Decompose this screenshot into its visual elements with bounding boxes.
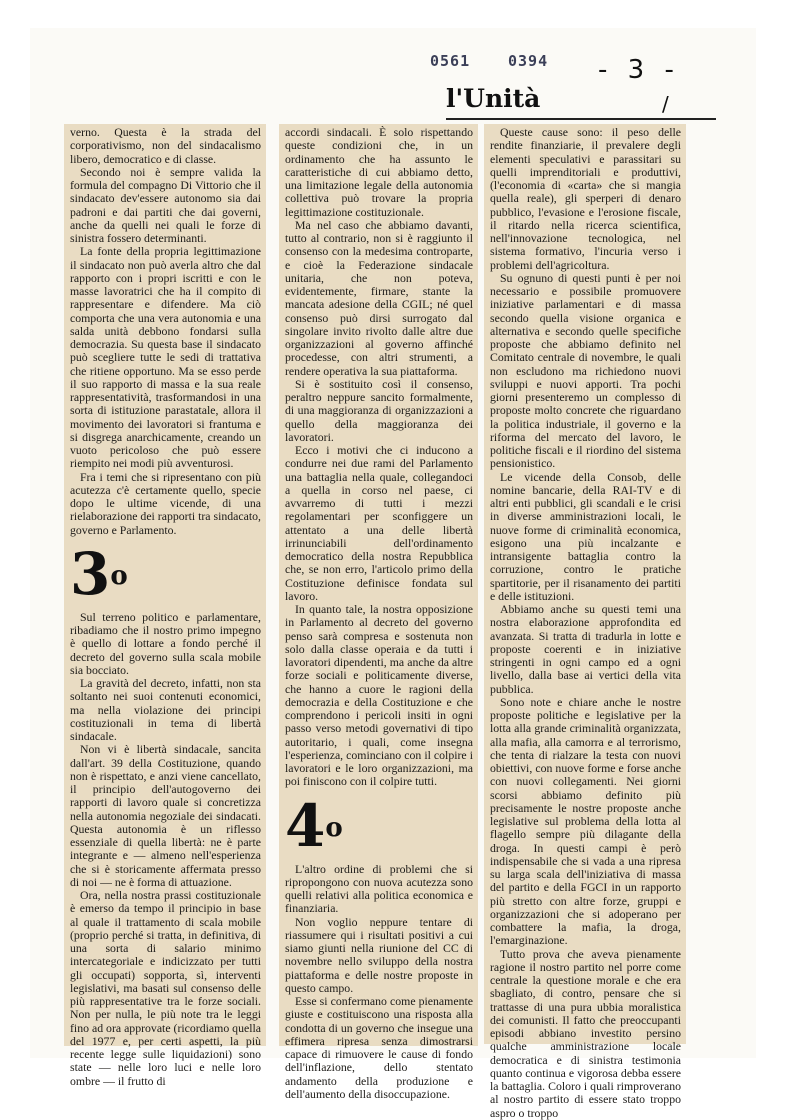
section-number-suffix: o [325,812,343,843]
archive-code-2: 0394 [508,52,549,70]
paragraph: Fra i temi che si ripresentano con più acutezza c'è certamente quello, specie dopo le ultime vicende, di una rielaborazione dei rapporti tra sindacato, governo e Parlamento. [70,469,261,537]
paragraph: Le vicende della Consob, delle nomine bancarie, della RAI-TV e di altri enti pubblici, gli scandali e le crisi in diverse amministrazioni locali, le nuove forme di criminalità economica, esigono una più incalzante e intransigente battaglia contro la corruzione, contro le pratiche spartitorie, per il risanamento dei partiti e delle istituzioni. [490,469,681,603]
masthead-rule [446,118,716,120]
archive-code-1: 0561 [430,52,471,70]
section-heading-4 [285,789,473,863]
newspaper-masthead: l'Unità [446,84,541,113]
paragraph: Tutto prova che aveva pienamente ragione il nostro partito nel porre come centrale la questione morale e che era sbagliato, di contro, pensare che si trattasse di una pura ubbia moralistica dei comunisti. Il fatto che preoccupanti episodi abbiano investito persino qualche amministrazione locale democratica e di sinistra testimonia quanto continua e vigorosa debba essere la battaglia. Coloro i quali rimproverano al nostro partito di essere stato troppo aspro o troppo [490,946,681,1120]
paragraph: Ma nel caso che abbiamo davanti, tutto al contrario, non si è raggiunto il consenso con la medesima controparte, e cioè la Federazione sindacale unitaria, che non poteva, evidentemente, firmare, stante la mancata adesione della CGIL; né quel consenso può dirsi surrogato dal singolare invito rivolto dalle altre due organizzazioni al governo affinché procedesse, con altri strumenti, a rendere operativa la sua piattaforma. [285,217,473,378]
paragraph: Non vi è libertà sindacale, sancita dall'art. 39 della Costituzione, quando non è rispettato, e anzi viene cancellato, il principio dell'autogoverno dei rapporti di lavoro quale si concretizza nella autonomia negoziale dei sindacati. Questa autonomia è un riflesso essenziale di quella libertà: ne è parte integrante e — almeno nell'esperienza che si è storicamente affermata presso di noi — ne è forma di attuazione. [70,742,261,889]
section-number-digit: 3 [70,539,111,608]
handwritten-page-number: - 3 - [598,55,680,85]
paragraph: In quanto tale, la nostra opposizione in Parlamento al decreto del governo penso sarà compresa e sostenuta non solo dalla classe operaia e da tutti i lavoratori dipendenti, ma anche da altre forze sociali e politicamente diverse, che hanno a cuore le ragioni della democrazia e della Costituzione e che comprendono i pericoli insiti in ogni passo verso metodi governativi di tipo autoritario, i quali, come insegna l'esperienza, cominciano con il colpire i lavoratori e le loro organizzazioni, ma poi finiscono con il colpire tutti. [285,602,473,789]
paragraph: Abbiamo anche su questi temi una nostra elaborazione approfondita ed avanzata. Si tratta di tradurla in lotte e proposte coerenti e in iniziative stringenti in ogni campo ed a ogni livello, dalla base ai vertici della vita pubblica. [490,602,681,696]
section-heading-3 [70,537,261,611]
paragraph: Ora, nella nostra prassi costituzionale è emerso da tempo il principio in base al quale il trattamento di scala mobile (proprio perché si tratta, in definitiva, di una sorta di salario minimo intercategoriale e indicizzato per tutti gli occupati) sopporta, sì, interventi legislativi, ma basati sul consenso delle più rappresentative tra le forze sociali. Non per nulla, le più note tra le leggi fino ad ora approvate (ricordiamo quella del 1977 e, per certi aspetti, la più recente legge sulle liquidazioni) sono state — nelle loro luci e nelle loro ombre — il frutto di [70,888,261,1088]
paragraph: L'altro ordine di problemi che si ripropongono con nuova acutezza sono quelli relativi alla politica economica e finanziaria. [285,861,473,916]
paragraph: Esse si confermano come pienamente giuste e costituiscono una risposta alla condotta di un governo che insegue una effimera ripresa senza dimostrarsi capace di rimuovere le cause di fondo dell'inflazione, dello stentato andamento della produzione e dell'aumento della disoccupazione. [285,994,473,1101]
paragraph: Sul terreno politico e parlamentare, ribadiamo che il nostro primo impegno è quello di lottare a fondo perché il decreto del governo sulla scala mobile sia bocciato. [70,609,261,677]
paragraph: Su ognuno di questi punti è per noi necessario e possibile promuovere iniziative parlamentari e di massa secondo quella visione organica e alternativa e secondo quelle specifiche proposte che abbiamo definito nel Comitato centrale di novembre, le quali non escludono ma richiedono nuovi sviluppi e nuovi apporti. Tra pochi giorni presenteremo un complesso di proposte molto concrete che riguardano la politica industriale, il governo e la riforma del mercato del lavoro, le politiche fiscali e il riordino del sistema pensionistico. [490,270,681,471]
section-number-suffix: o [110,560,128,591]
article-column-3 [484,124,686,1120]
paragraph: verno. Questa è la strada del corporativismo, non del sindacalismo libero, democratico e di classe. [70,125,261,166]
handwritten-mark: / [662,92,669,116]
paragraph: Queste cause sono: il peso delle rendite finanziarie, il prevalere degli elementi speculativi e parassitari su quelli imprenditoriali e produttivi, (l'economia di «carta» che si mangia quella reale), gli sperperi di denaro pubblico, l'evasione e l'erosione fiscale, il ritardo nella ricerca scientifica, nell'innovazione tecnologica, nel sistema formativo, l'incuria verso i problemi dell'agricoltura. [490,125,681,272]
paragraph: Si è sostituito così il consenso, peraltro neppure sancito formalmente, di una maggioranza di organizzazioni a quello della maggioranza dei lavoratori. [285,376,473,444]
paragraph: Ecco i motivi che ci inducono a condurre nei due rami del Parlamento una battaglia nella quale, collegandoci a quella in corso nel paese, ci avvarremo di tutti i mezzi regolamentari per sconfiggere un attentato a una delle libertà irrinunciabili dell'ordinamento democratico della nostra Repubblica che, se non erro, l'articolo primo della Costituzione definisce fondata sul lavoro. [285,443,473,603]
article-column-2 [279,124,478,1101]
section-number-digit: 4 [285,791,326,860]
paragraph: La gravità del decreto, infatti, non sta soltanto nei suoi contenuti economici, ma nella violazione dei principi costituzionali in tema di libertà sindacale. [70,676,261,743]
paragraph: accordi sindacali. È solo rispettando queste condizioni che, in un ordinamento che ha assunto le caratteristiche di cui abbiamo detto, una limitazione legale della autonomia collettiva può trovare la propria legittimazione costituzionale. [285,125,473,219]
paragraph: Secondo noi è sempre valida la formula del compagno Di Vittorio che il sindacato dev'essere autonomo sia dai padroni e dai partiti che dai governi, anche da quelli nei quali le forze di sinistra fossero determinanti. [70,164,261,245]
paragraph: La fonte della propria legittimazione il sindacato non può averla altro che dal rapporto con i propri iscritti e con le masse lavoratrici che ha il compito di rappresentare e difendere. Ma ciò comporta che una vera autonomia e una salda unità debbono fondarsi sulla democrazia. Su questa base il sindacato può scegliere tutte le sedi di trattativa che ritiene opportuno. Ma se esso perde il suo rapporto di massa e la sua reale rappresentatività, trasformandosi in una sorta di istituzione parastatale, allora il movimento dei lavoratori si frantuma e si disgrega anarchicamente, creando un vuoto pericoloso che può essere riempito nei modi più avventurosi. [70,244,261,471]
paragraph: Non voglio neppure tentare di riassumere qui i risultati positivi a cui siamo giunti nella riunione del CC di novembre nello sviluppo della nostra piattaforma e delle nostre proposte in questo campo. [285,914,473,995]
article-column-1 [64,124,266,1088]
paragraph: Sono note e chiare anche le nostre proposte politiche e legislative per la lotta alla grande criminalità organizzata, alla mafia, alla camorra e al terrorismo, che tenta di rialzare la testa con nuovi obiettivi, con nuove forme e forse anche con nuovi collegamenti. Nei giorni scorsi abbiamo definito più precisamente le nostre proposte anche legislative sul problema della lotta al flagello sempre più dilagante della droga. In questi campi è però indispensabile che si vada a una ripresa su larga scala dell'iniziativa di massa del partito e della FGCI in un rapporto più stretto con altre forze, gruppi e organizzazioni che si adoperano per combattere la mafia, la droga, l'emarginazione. [490,694,681,948]
section-number [70,539,128,608]
section-number [285,791,343,860]
